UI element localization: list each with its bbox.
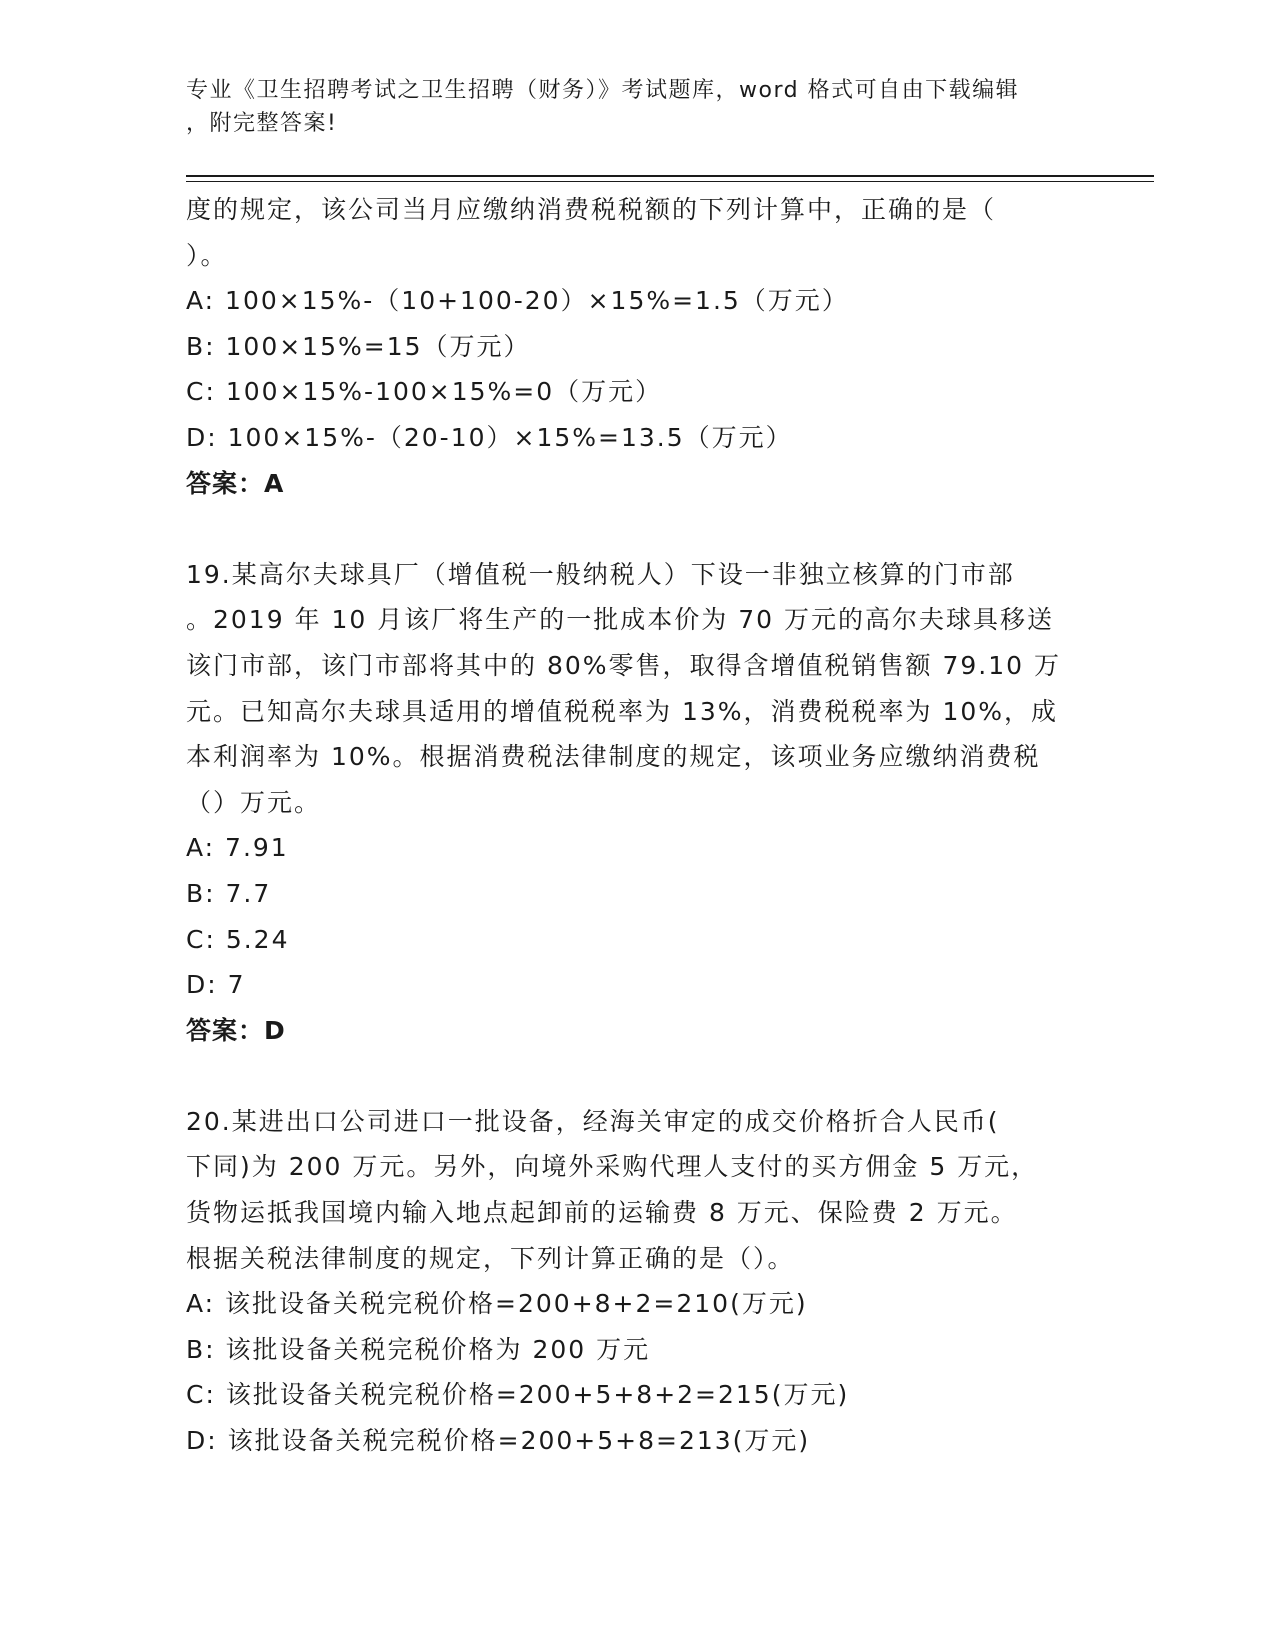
- spacer: [186, 506, 1086, 552]
- header-divider-thin: [186, 181, 1154, 182]
- document-body: [186, 187, 1086, 1464]
- answer-label: 答案：A: [186, 468, 285, 498]
- option-c: C: 100×15%-100×15%=0（万元）: [186, 377, 663, 407]
- option-d: D: 该批设备关税完税价格=200+5+8=213(万元): [186, 1426, 811, 1456]
- header-divider-thick: [186, 175, 1154, 177]
- question-text-line: 下同)为 200 万元。另外，向境外采购代理人支付的买方佣金 5 万元，: [186, 1152, 1039, 1182]
- question-text-line: 20.某进出口公司进口一批设备，经海关审定的成交价格折合人民币(: [186, 1106, 1000, 1136]
- option-d: D: 100×15%-（20-10）×15%=13.5（万元）: [186, 422, 793, 452]
- option-b: B: 100×15%=15（万元）: [186, 331, 531, 361]
- option-a: A: 7.91: [186, 833, 289, 863]
- question-text-line: 根据关税法律制度的规定，下列计算正确的是（）。: [186, 1243, 795, 1273]
- header-title-line-1: 专业《卫生招聘考试之卫生招聘（财务）》考试题库，word 格式可自由下载编辑: [186, 78, 1020, 103]
- option-c: C: 5.24: [186, 924, 290, 954]
- option-a: A: 该批设备关税完税价格=200+8+2=210(万元): [186, 1289, 808, 1319]
- question-18-continuation: [186, 187, 1086, 506]
- document-header: [186, 74, 1066, 140]
- question-text-line: 。2019 年 10 月该厂将生产的一批成本价为 70 万元的高尔夫球具移送: [186, 605, 1054, 635]
- question-text-line: 元。已知高尔夫球具适用的增值税税率为 13%，消费税税率为 10%，成: [186, 696, 1059, 726]
- option-a: A: 100×15%-（10+100-20）×15%=1.5（万元）: [186, 286, 849, 316]
- question-text-line: （）万元。: [186, 787, 322, 817]
- spacer: [186, 1053, 1086, 1099]
- question-20: [186, 1099, 1086, 1464]
- question-text-line: 本利润率为 10%。根据消费税法律制度的规定，该项业务应缴纳消费税: [186, 742, 1041, 772]
- question-text-line: 该门市部，该门市部将其中的 80%零售，取得含增值税销售额 79.10 万: [186, 650, 1061, 680]
- option-b: B: 该批设备关税完税价格为 200 万元: [186, 1334, 651, 1364]
- answer-label: 答案：D: [186, 1015, 286, 1045]
- option-d: D: 7: [186, 970, 246, 1000]
- question-text-line: ）。: [186, 240, 228, 270]
- question-text-line: 度的规定，该公司当月应缴纳消费税税额的下列计算中，正确的是（: [186, 195, 997, 224]
- header-title-line-2: ，附完整答案!: [186, 111, 338, 136]
- question-text-line: 货物运抵我国境内输入地点起卸前的运输费 8 万元、保险费 2 万元。: [186, 1198, 1018, 1228]
- question-19: [186, 552, 1086, 1054]
- question-text-line: 19.某高尔夫球具厂（增值税一般纳税人）下设一非独立核算的门市部: [186, 559, 1015, 589]
- option-b: B: 7.7: [186, 878, 272, 908]
- option-c: C: 该批设备关税完税价格=200+5+8+2=215(万元): [186, 1380, 850, 1410]
